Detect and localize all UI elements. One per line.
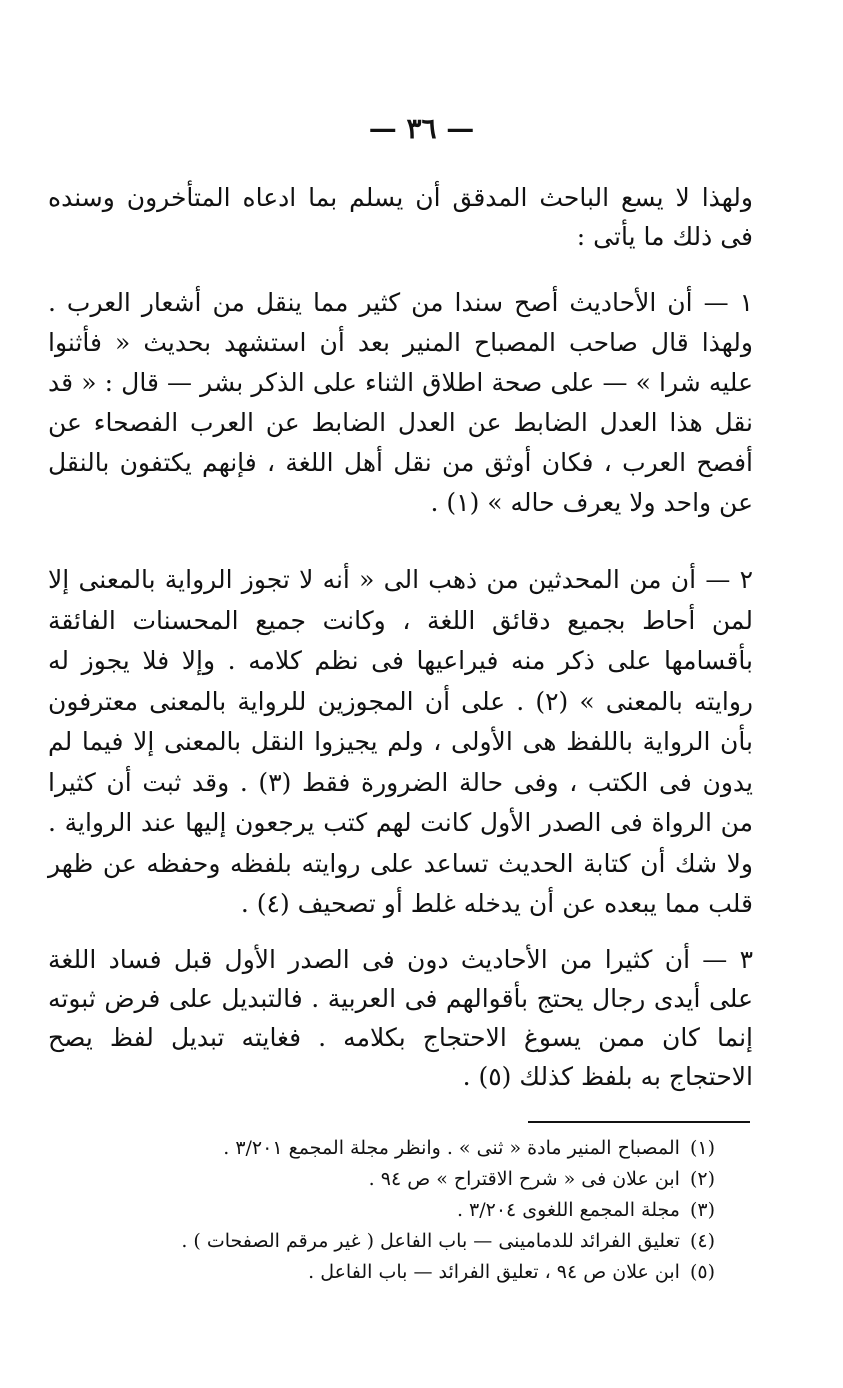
intro-text: ولهذا لا يسع الباحث المدقق أن يسلم بما ادعاه المتأخرون وسنده فى ذلك ما يأتى :	[48, 183, 753, 251]
point-2-text: ٢ — أن من المحدثين من ذهب الى « أنه لا تجوز الرواية بالمعنى إلا لمن أحاط بجميع دقائق اللغة ، وكانت جميع المحسنات الفائقة بأقسامها على ذكر منه فيراعيها فى نظم كلامه . وإلا فلا يجوز له روايته بالمعنى » (٢) . على أن المجوزين للرواية بالمعنى معترفون بأن الرواية باللفظ هى الأولى ، ولم يجيزوا النقل بالمعنى إلا فيما لم يدون فى الكتب ، وفى حالة الضرورة فقط (٣) . وقد ثبت أن كثيرا من الرواة فى الصدر الأول كانت لهم كتب يرجعون إليها عند الرواية . ولا شك أن كتابة الحديث تساعد على روايته بلفظه وحفظه عن ظهر قلب مما يبعده عن أن يدخله غلط أو تصحيف (٤) .	[48, 565, 753, 918]
footnote-item	[60, 1195, 715, 1226]
intro-paragraph	[48, 178, 753, 256]
footnote-separator	[528, 1121, 750, 1123]
point-3-text: ٣ — أن كثيرا من الأحاديث دون فى الصدر الأول قبل فساد اللغة على أيدى رجال يحتج بأقوالهم فى العربية . فالتبديل على فرض ثبوته إنما كان ممن يسوغ الاحتجاج بكلامه . فغايته تبديل لفظ يصح الاحتجاج به بلفظ كذلك (٥) .	[48, 945, 753, 1091]
footnote-item	[60, 1226, 715, 1257]
footnote-text: تعليق الفرائد للدمامينى — باب الفاعل ( غير مرقم الصفحات ) .	[181, 1230, 680, 1252]
footnote-item	[60, 1133, 715, 1164]
footnotes-list	[60, 1133, 715, 1288]
footnote-text: مجلة المجمع اللغوى ٣/٢٠٤ .	[456, 1199, 680, 1221]
footnote-number: (٤)	[689, 1230, 715, 1252]
footnote-text: ابن علان ص ٩٤ ، تعليق الفرائد — باب الفاعل .	[308, 1261, 680, 1283]
footnote-text: المصباح المنير مادة « ثنى » . وانظر مجلة المجمع ٣/٢٠١ .	[223, 1137, 680, 1159]
footnote-text: ابن علان فى « شرح الاقتراح » ص ٩٤ .	[368, 1168, 680, 1190]
point-3-paragraph	[48, 940, 753, 1096]
point-1-text: ١ — أن الأحاديث أصح سندا من كثير مما ينقل من أشعار العرب . ولهذا قال صاحب المصباح المنير بعد أن استشهد بحديث « فأثنوا عليه شرا » — على صحة اطلاق الثناء على الذكر بشر — قال : « قد نقل هذا العدل الضابط عن العدل الضابط عن العرب الفصحاء عن أفصح العرب ، فكان أوثق من نقل أهل اللغة ، فإنهم يكتفون بالنقل عن واحد ولا يعرف حاله » (١) .	[48, 288, 753, 517]
footnote-number: (١)	[689, 1137, 715, 1159]
footnote-number: (٥)	[689, 1261, 715, 1283]
footnote-item	[60, 1257, 715, 1288]
footnote-number: (٢)	[689, 1168, 715, 1190]
footnote-item	[60, 1164, 715, 1195]
page-number: — ٣٦ —	[368, 112, 475, 145]
point-1-paragraph	[48, 283, 753, 523]
footnote-number: (٣)	[689, 1199, 715, 1221]
point-2-paragraph	[48, 560, 753, 925]
